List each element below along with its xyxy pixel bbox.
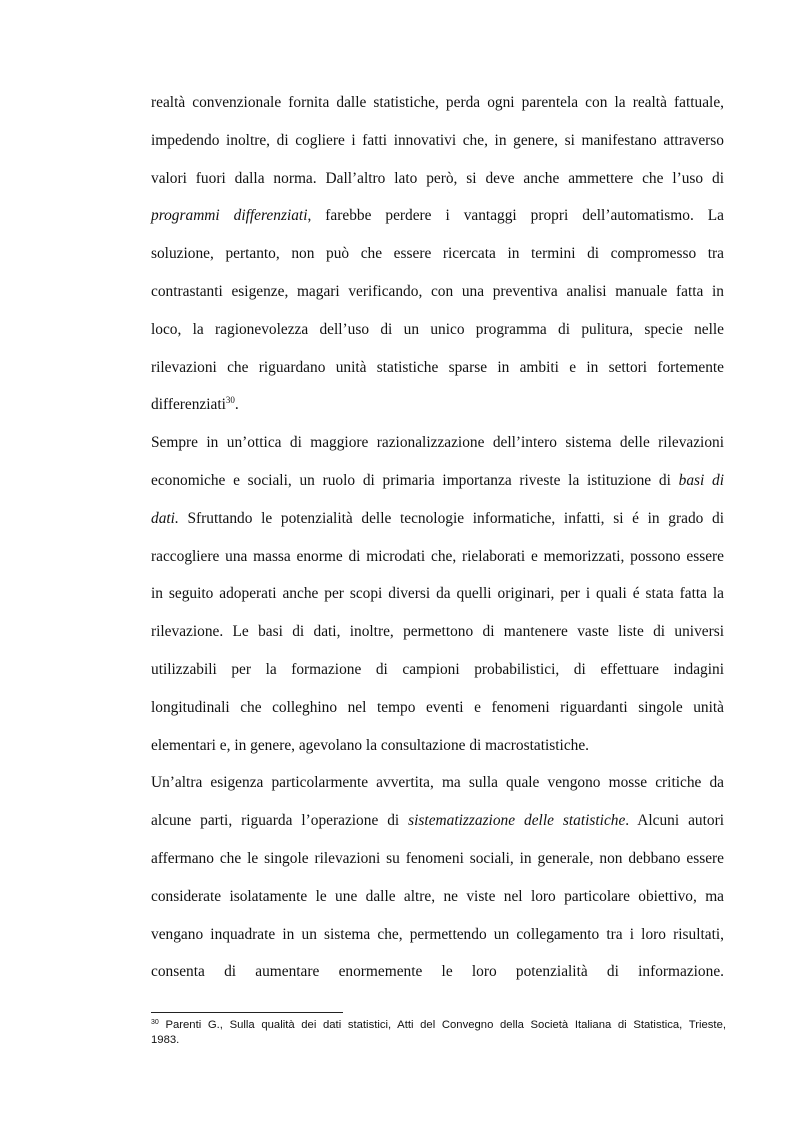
text-run: differenziati [151,396,226,414]
text-run: . [234,396,239,414]
paragraph [151,424,724,764]
text-run: valori fuori dalla norma. Dall’altro lato però, si deve anche ammettere che l’uso di [151,169,724,187]
paragraph-line [151,651,724,689]
footnote-separator [151,1012,343,1013]
paragraph-line [151,311,724,349]
paragraph [151,84,724,424]
text-run: alcune parti, riguarda l’operazione di [151,812,409,830]
paragraph-line [151,802,724,840]
text-run: rilevazioni che riguardano unità statistiche sparse in ambiti e in settori fortemente [151,358,724,376]
footnote-line [151,1033,726,1048]
text-run: loco, la ragionevolezza dell’uso di un unico programma di pulitura, specie nelle [151,320,724,338]
text-run: , farebbe perdere i vantaggi propri dell’automatismo. La [307,207,724,225]
text-run: consenta di aumentare enormemente le loro potenzialità di informazione. [151,963,724,981]
paragraph-line [151,122,724,160]
text-run: . Alcuni autori [625,812,724,830]
paragraph-line [151,84,724,122]
text-run: considerate isolatamente le une dalle altre, ne viste nel loro particolare obiettivo, ma [151,887,724,905]
text-run: realtà convenzionale fornita dalle statistiche, perda ogni parentela con la realtà fattuale, [151,94,724,111]
paragraph-line [151,916,724,954]
text-run: in seguito adoperati anche per scopi diversi da quelli originari, per i quali é stata fatta la [151,585,724,603]
text-run: soluzione, pertanto, non può che essere ricercata in termini di compromesso tra [151,245,724,263]
text-run: utilizzabili per la formazione di campioni probabilistici, di effettuare indagini [151,660,724,678]
text-run: elementari e, in genere, agevolano la consultazione di macrostatistiche. [151,736,590,754]
paragraph-line [151,689,724,727]
text-run: Un’altra esigenza particolarmente avvertita, ma sulla quale vengono mosse critiche da [151,774,724,792]
text-run: vengano inquadrate in un sistema che, permettendo un collegamento tra i loro risultati, [151,925,724,943]
paragraph-line [151,424,724,462]
paragraph-line [151,953,724,991]
footnote-line [151,1018,726,1033]
paragraph-line [151,273,724,311]
italic-term: sistematizzazione delle statistiche [408,812,626,830]
paragraph-line [151,386,724,424]
paragraph-line [151,349,724,387]
footnote-marker: 30 [151,1019,159,1026]
text-run: impedendo inoltre, di cogliere i fatti innovativi che, in genere, si manifestano attraverso [151,131,724,149]
italic-term: programmi differenziati [151,207,308,225]
italic-term: dati. [151,509,179,527]
footnote-marker: 30 [225,395,235,406]
paragraph-line [151,840,724,878]
text-run: Sfruttando le potenzialità delle tecnologie informatiche, infatti, si é in grado di [178,509,724,527]
paragraph-line [151,538,724,576]
text-run: raccogliere una massa enorme di microdati che, rielaborati e memorizzati, possono essere [151,547,724,565]
paragraph-line [151,764,724,802]
paragraph [151,764,724,991]
paragraph-line [151,878,724,916]
text-run: longitudinali che colleghino nel tempo eventi e fenomeni riguardanti singole unità [151,698,724,716]
paragraph-line [151,197,724,235]
body-text [151,84,724,991]
text-run: Parenti G., Sulla qualità dei dati statistici, Atti del Convegno della Società Italiana di Statistica, Trieste, [158,1019,726,1031]
paragraph-line [151,575,724,613]
paragraph-line [151,500,724,538]
text-run: economiche e sociali, un ruolo di primaria importanza riveste la istituzione di [151,471,679,489]
paragraph-line [151,160,724,198]
text-run: affermano che le singole rilevazioni su fenomeni sociali, in generale, non debbano essere [151,849,724,867]
text-run: rilevazione. Le basi di dati, inoltre, permettono di mantenere vaste liste di universi [151,623,724,641]
paragraph-line [151,462,724,500]
paragraph-line [151,727,724,765]
text-run: Sempre in un’ottica di maggiore razionalizzazione dell’intero sistema delle rilevazioni [151,434,724,452]
text-run: contrastanti esigenze, magari verificando, con una preventiva analisi manuale fatta in [151,282,724,300]
paragraph-line [151,235,724,273]
italic-term: basi di [678,471,725,489]
text-run: 1983. [151,1034,180,1046]
paragraph-line [151,613,724,651]
footnote [151,1018,726,1048]
